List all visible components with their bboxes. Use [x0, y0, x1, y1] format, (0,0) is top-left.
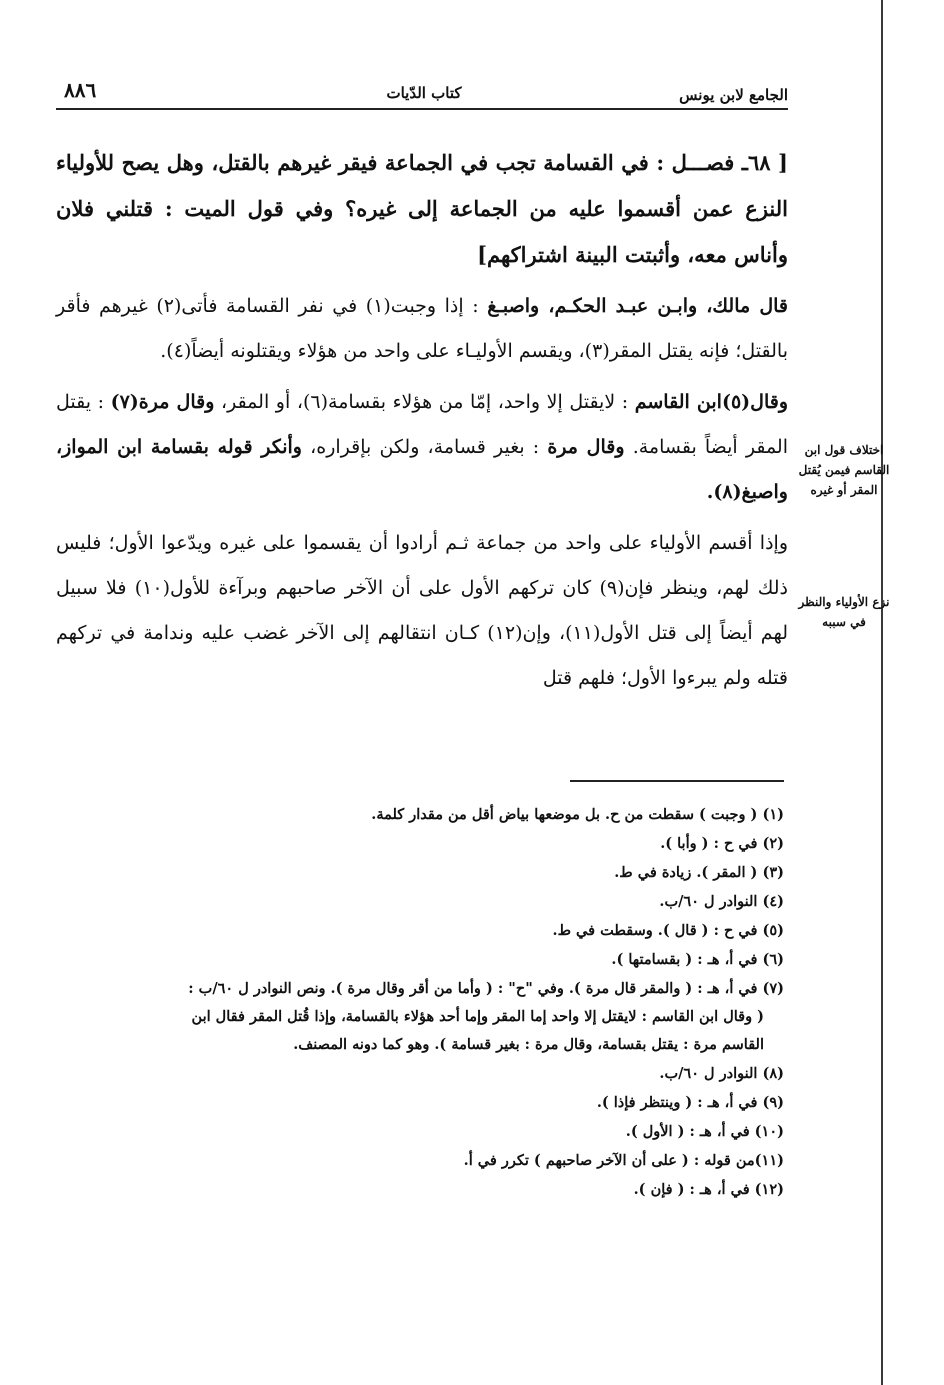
footnote-rule [570, 780, 784, 782]
footnotes [56, 800, 784, 1204]
paragraph-lead: وقال مرة [547, 436, 625, 458]
running-title: الجامع لابن يونس [679, 86, 788, 104]
footnote: (٤) النوادر ل ٦٠/ب. [659, 893, 784, 910]
footnote: (١) ( وجبت ) سقطت من ح. بل موضعها بياض أقل من مقدار كلمة. [371, 806, 784, 823]
paragraph-lead: وقال(٥)ابن القاسم [634, 391, 788, 413]
footnote: (٥) في ح : ( قال ). وسقطت في ط. [552, 922, 784, 939]
paragraph-lead: وأنكر قوله بقسامة ابن المواز، واصبغ(٨). [56, 436, 788, 503]
margin-note: نزع الأولياء والنظر في سببه [798, 595, 890, 629]
main-text [56, 140, 788, 707]
paragraph-lead: قال مالك، وابـن عبـد الحكـم، واصبـغ [487, 295, 788, 317]
chapter-title: كتاب الدّيات [386, 84, 462, 102]
footnote: (١١)من قوله : ( على أن الآخر صاحبهم ) تكرر في أ. [463, 1152, 784, 1169]
paragraph-body: : يقتل المقر أيضاً بقسامة. [56, 391, 789, 458]
section-title: [ ٦٨ـ فصـــل : في القسامة تجب في الجماعة فيقر غيرهم بالقتل، وهل يصح للأولياء النزع عمن أقسموا عليه من الجماعة إلى غيره؟ وفي قول الميت : قتلني فلان وأناس معه، وأثبتت البينة اشتراكهم] [56, 150, 788, 267]
footnote: (١٠) في أ، هـ : ( الأول ). [625, 1123, 784, 1140]
paragraph-body: وإذا أقسم الأولياء على واحد من جماعة ثـم أرادوا أن يقسموا على غيره ويدّعوا الأول؛ فليس ذلك لهم، وينظر فإن(٩) كان تركهم الأول على أن الآخر صاحبهم وبرآءة للأول(١٠) فلا سبيل لهم أيضاً إلى قتل الأول(١١)، وإن(١٢) كـان انتقالهم إلى الآخر غضب عليه وندامة في تركهم قتله ولم يبرءوا الأول؛ فلهم قتل [56, 532, 788, 689]
margin-note: اختلاف قول ابن القاسم فيمن يُقتل المقر أو غيره [798, 443, 890, 497]
header-rule [56, 108, 788, 110]
footnote: (٦) في أ، هـ : ( بقسامتها ). [611, 951, 784, 968]
footnote: (٧) في أ، هـ : ( والمقر قال مرة ). وفي "ح" : ( وأما من أقر وقال مرة ). ونص النوادر ل ٦٠/ب : [188, 980, 784, 997]
paragraph-body: : بغير قسامة، ولكن بإقراره، [301, 436, 548, 458]
page-number: ٨٨٦ [64, 78, 97, 102]
footnote: (٣) ( المقر ). زيادة في ط. [614, 864, 784, 881]
paragraph-2 [56, 380, 788, 515]
paragraph-body: : إذا وجبت(١) في نفر القسامة فأتى(٢) غيرهم فأقر بالقتل؛ فإنه يقتل المقر(٣)، ويقسم الأوليـاء على واحد من هؤلاء ويقتلونه أيضاً(٤). [56, 295, 788, 362]
paragraph-1 [56, 284, 788, 374]
footnote-continuation: ( وقال ابن القاسم : لايقتل إلا واحد إما المقر وإما أحد هؤلاء بالقسامة، وإذا قُتل المقر فقال ابن [191, 1008, 764, 1025]
page-header [60, 78, 788, 108]
paragraph-lead: وقال مرة(٧) [110, 391, 215, 413]
footnote: (٨) النوادر ل ٦٠/ب. [659, 1065, 784, 1082]
footnote-continuation: القاسم مرة : يقتل بقسامة، وقال مرة : بغير قسامة ). وهو كما دونه المصنف. [293, 1036, 764, 1053]
footnote: (٢) في ح : ( وأبا ). [660, 835, 784, 852]
footnote: (٩) في أ، هـ : ( وينتظر فإذا ). [596, 1094, 784, 1111]
paragraph-body: : لايقتل إلا واحد، إمّا من هؤلاء بقسامة(٦)، أو المقر، [214, 391, 635, 413]
footnote: (١٢) في أ، هـ : ( فإن ). [633, 1181, 784, 1198]
page-edge-line [881, 0, 883, 1385]
paragraph-3 [56, 521, 788, 701]
